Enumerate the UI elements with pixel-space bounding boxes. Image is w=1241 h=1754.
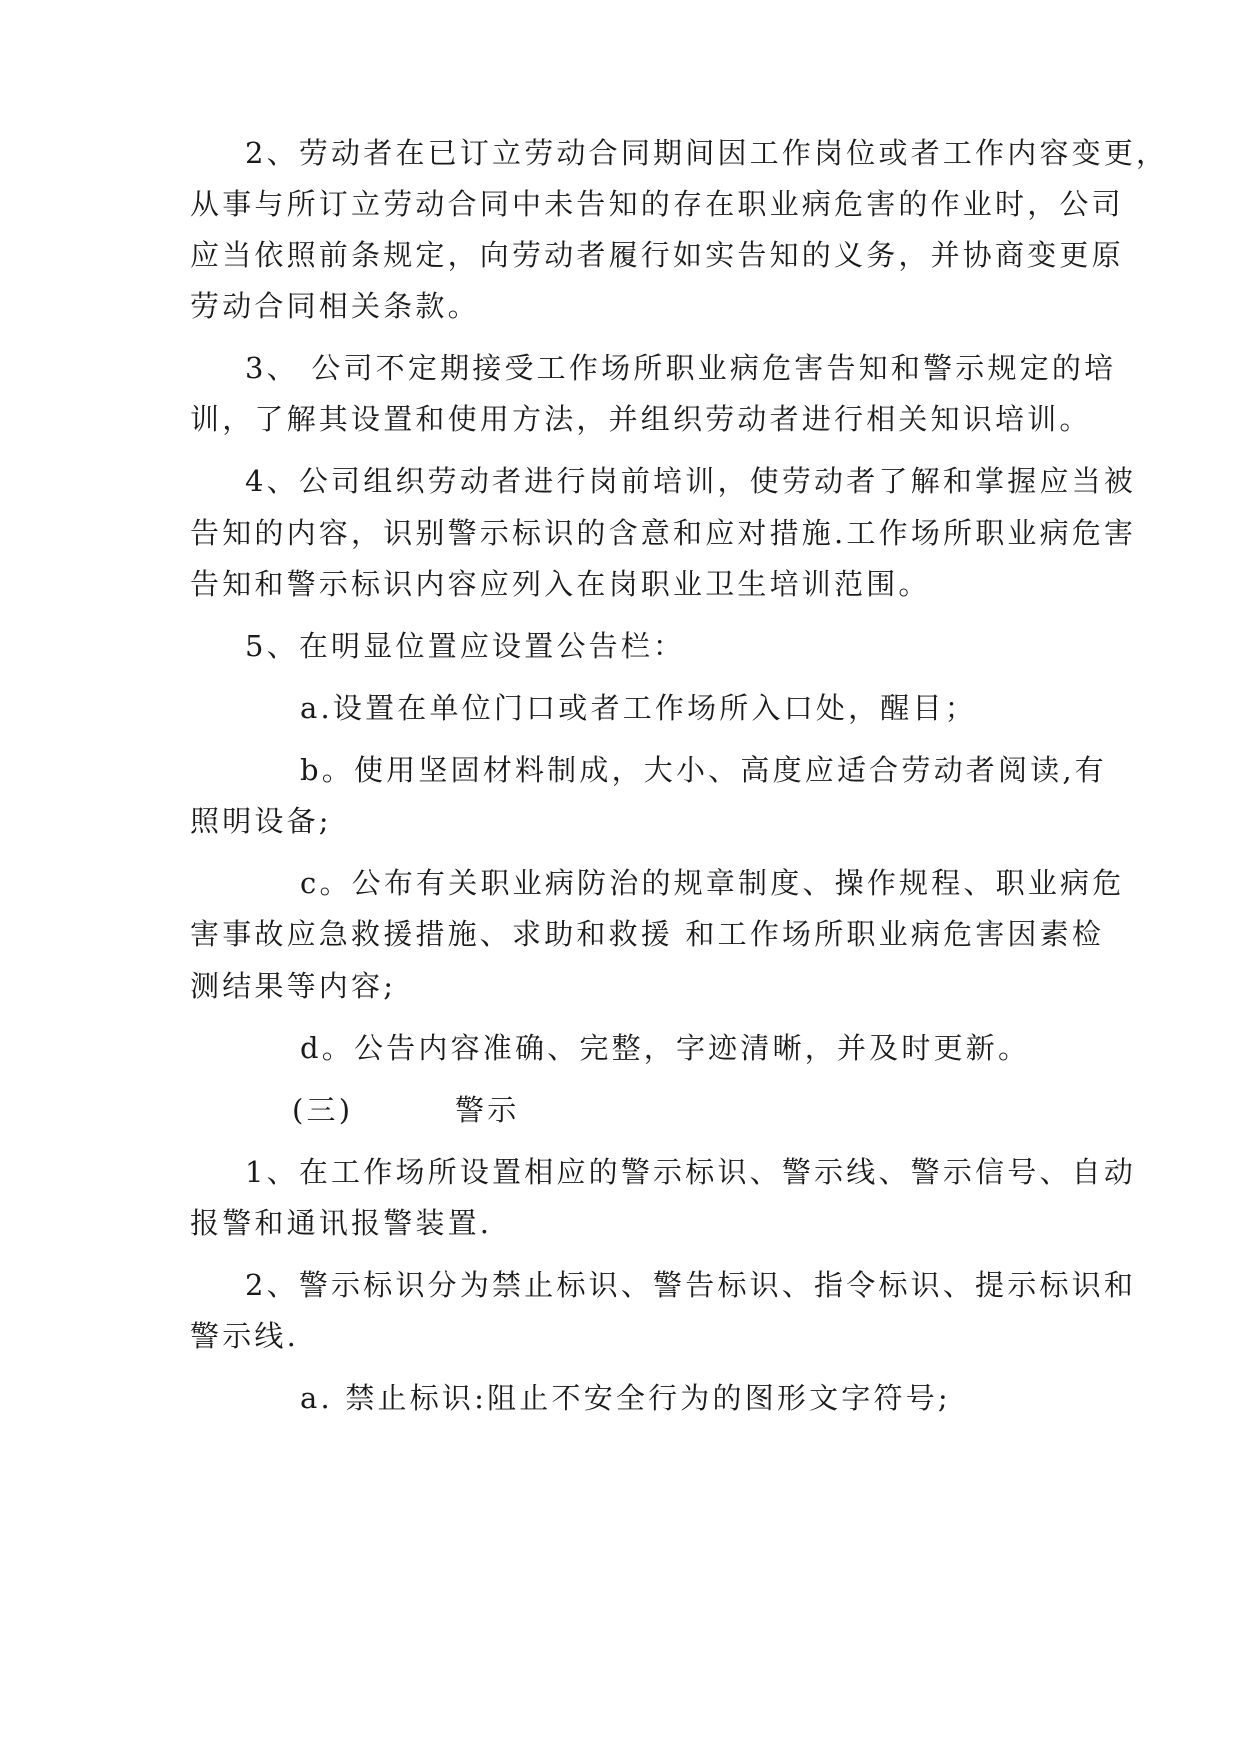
warning-paragraph-2-line-1: 2、警示标识分为禁止标识、警告标识、指令标识、提示标识和 xyxy=(245,1268,1137,1302)
section-title: 警示 xyxy=(455,1093,520,1127)
bulletin-item-d: d。公告内容准确、完整，字迹清晰，并及时更新。 xyxy=(300,1031,1031,1065)
warning-paragraph-1-line-1: 1、在工作场所设置相应的警示标识、警示线、警示信号、自动 xyxy=(245,1155,1137,1189)
bulletin-item-c-line-2: 害事故应急救援措施、求助和救援 和工作场所职业病危害因素检 xyxy=(190,917,1105,951)
bulletin-item-c-line-1: c。公布有关职业病防治的规章制度、操作规程、职业病危 xyxy=(300,866,1125,900)
paragraph-3-line-2: 训，了解其设置和使用方法，并组织劳动者进行相关知识培训。 xyxy=(190,402,1092,436)
bulletin-item-c-line-3: 测结果等内容; xyxy=(190,969,397,1003)
bulletin-item-a: a.设置在单位门口或者工作场所入口处，醒目； xyxy=(300,691,977,725)
paragraph-2-line-4: 劳动合同相关条款。 xyxy=(190,289,480,323)
bulletin-item-b-line-1: b。使用坚固材料制成，大小、高度应适合劳动者阅读,有 xyxy=(300,753,1107,787)
warning-paragraph-2-line-2: 警示线. xyxy=(190,1319,300,1353)
paragraph-2-line-1: 2、劳动者在已订立劳动合同期间因工作岗位或者工作内容变更， xyxy=(245,136,1169,170)
warning-item-a: a. 禁止标识:阻止不安全行为的图形文字符号; xyxy=(300,1381,951,1415)
paragraph-4-line-3: 告知和警示标识内容应列入在岗职业卫生培训范围。 xyxy=(190,567,931,601)
section-number: (三) xyxy=(292,1093,354,1127)
paragraph-3-line-1: 3、 公司不定期接受工作场所职业病危害告知和警示规定的培 xyxy=(245,351,1117,385)
warning-paragraph-1-line-2: 报警和通讯报警装置. xyxy=(190,1206,493,1240)
paragraph-2-line-3: 应当依照前条规定，向劳动者履行如实告知的义务，并协商变更原 xyxy=(190,238,1124,272)
paragraph-2-line-2: 从事与所订立劳动合同中未告知的存在职业病危害的作业时，公司 xyxy=(190,187,1124,221)
paragraph-4-line-2: 告知的内容，识别警示标识的含意和应对措施.工作场所职业病危害 xyxy=(190,516,1137,550)
paragraph-4-line-1: 4、公司组织劳动者进行岗前培训，使劳动者了解和掌握应当被 xyxy=(245,464,1137,498)
paragraph-5-line-1: 5、在明显位置应设置公告栏： xyxy=(245,629,686,663)
bulletin-item-b-line-2: 照明设备; xyxy=(190,804,332,838)
